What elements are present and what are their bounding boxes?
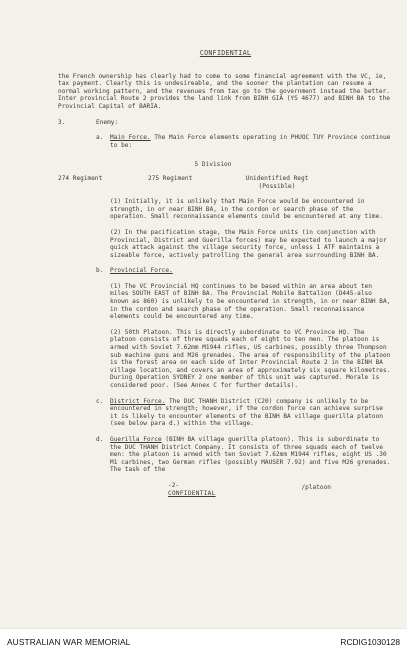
item-provincial-force xyxy=(96,267,393,275)
item-title: Guerilla Force xyxy=(110,435,162,443)
confidential-header: CONFIDENTIAL xyxy=(199,49,252,57)
regiment-274: 274 Regiment xyxy=(58,174,103,182)
division-label: 5 Division xyxy=(194,161,232,169)
item-district-force xyxy=(96,398,393,428)
regiment-275: 275 Regiment xyxy=(148,174,193,182)
item-guerilla-force xyxy=(96,436,393,474)
section-number: 3. xyxy=(58,118,66,126)
section-enemy xyxy=(58,119,393,127)
page-number: -2- xyxy=(168,481,180,489)
section-title: Enemy: xyxy=(96,118,119,126)
archive-caption-bar xyxy=(0,628,407,655)
main-force-para-1: (1) Initially, it is unlikely that Main Force would be encountered in strength, in or near BINH BA, in the cordon or search phase of the operation. Small reconnaissance elements could be encountered at any time. xyxy=(110,198,383,221)
item-main-force xyxy=(96,134,393,149)
page-footer xyxy=(58,482,393,500)
item-title: Provincial Force. xyxy=(110,267,173,275)
institution-name: AUSTRALIAN WAR MEMORIAL xyxy=(7,637,131,647)
intro-paragraph: the French ownership has clearly had to come to some financial agreement with the VC, ie, tax payment. Clearly this is undesireable, and the sooner the plantation can resume a normal working pattern, and the revenues from tax go to the government instead the better. Inter provincial Route 2 provides the land link from BINH GIA (YS 4677) and BINH BA to the Provincial Capital of BARIA. xyxy=(58,72,390,110)
item-label: c. xyxy=(96,397,104,405)
item-title: Main Force. xyxy=(110,134,151,142)
item-label: a. xyxy=(96,134,104,142)
main-force-para-2: (2) In the pacification stage, the Main Force units (in conjunction with Provincial, District and Guerilla forces) may be expected to launch a major quick attack against the village security force, unless 1 ATF maintains a sizeable force, actively patrolling the general area surrounding BINH BA. xyxy=(110,228,387,259)
document-body xyxy=(58,8,393,500)
continuation-word: /platoon xyxy=(301,483,331,491)
item-text: The Main Force elements operating in PHUOC TUY Province continue to be: xyxy=(110,134,391,149)
item-title: District Force. xyxy=(110,397,166,405)
confidential-footer: CONFIDENTIAL xyxy=(168,489,216,497)
regiment-unidentified: Unidentified Regt (Possible) xyxy=(245,174,309,190)
item-text: The DUC THANH District (C20) company is unlikely to be encountered in strength; however, if the cordon force can achieve surprise it is likely to encounter elements of the BINH BA village guerilla platoon (see below para d.) within the village. xyxy=(110,397,383,428)
provincial-force-para-1: (1) The VC Provincial HQ continues to be based within an area about ten miles SOUTH EAST of BINH BA. The Provincial Mobile Battalion (D445-also known as 860) is unlikely to be encountered in strength, in or near BINH BA, in the cordon and search phase of the operation. Small reconnaissance elements could be encountered any time. xyxy=(110,282,391,321)
item-label: b. xyxy=(96,267,104,275)
provincial-force-para-2: (2) 50th Platoon. This is directly subordinate to VC Province HQ. The platoon consists of three squads each of eight to ten men. The platoon is armed with Soviet 7.62mm M1944 rifles, US carbines, possibly three Thompson sub machine guns and M26 grenades. The area of responsibility of the platoon is the forest area on each side of Inter Provincial Route 2 in the BINH BA village location, and covers an area of approximately six square kilometres. During Operation SYDNEY 2 one member of this unit was captured. Morale is considered poor. (See Annex C for further details). xyxy=(110,328,391,389)
item-text: (BINH BA village guerilla platoon). This is subordinate to the DUC THANH District Company. It consists of three squads each of twelve men: the platoon is armed with ten Soviet 7.62mm M1944 rifles, eight US .30 M1 carbines, two German rifles (possibly MAUSER 7.92) and five M26 grenades. The task of the xyxy=(110,435,391,474)
record-id: RCDIG1030128 xyxy=(340,637,400,647)
regiment-list xyxy=(58,175,316,190)
item-label: d. xyxy=(96,435,104,443)
